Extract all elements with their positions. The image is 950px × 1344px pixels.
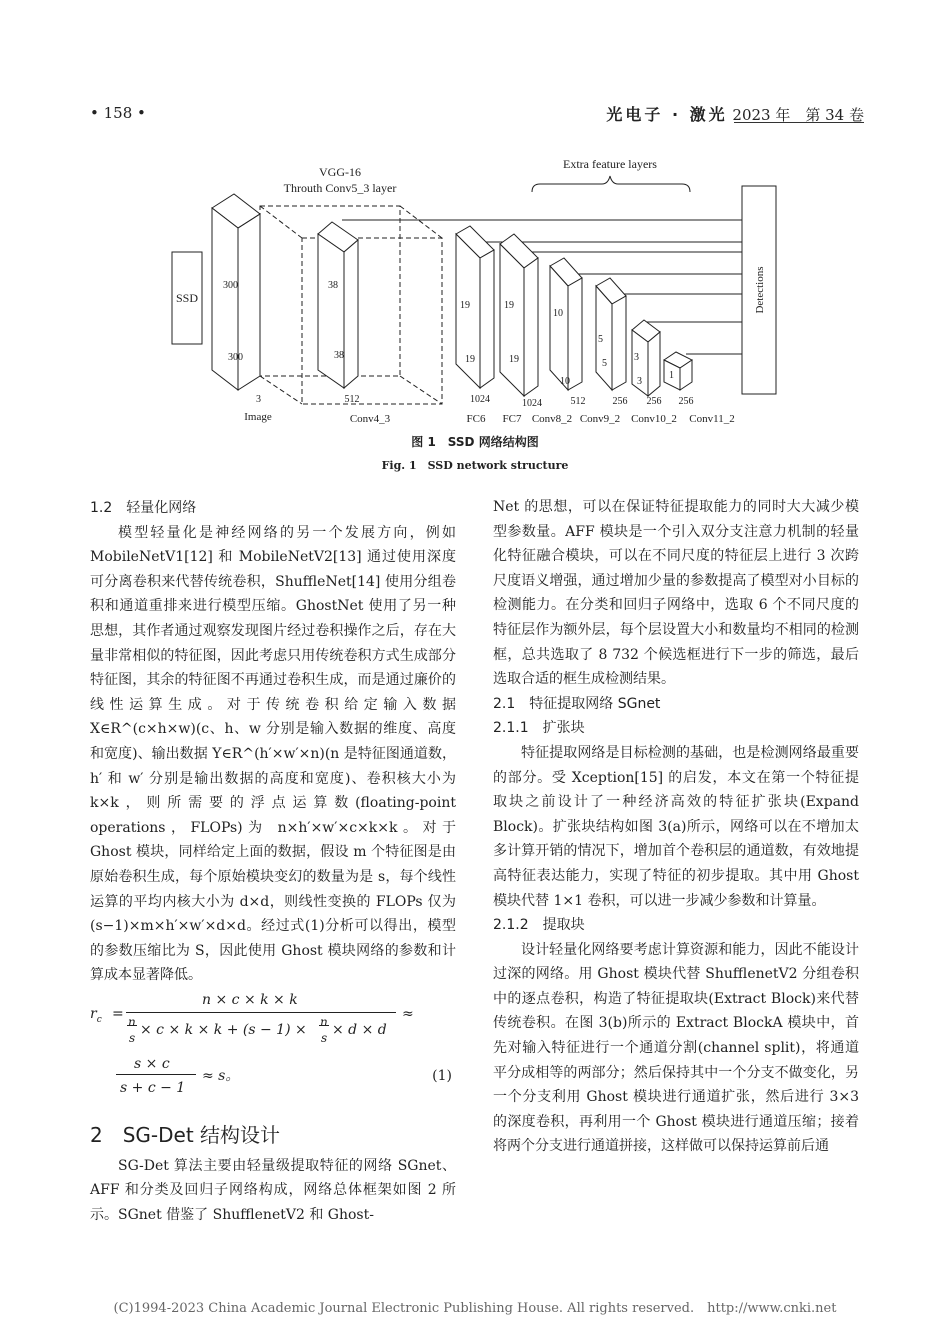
conv10-dim-3b: 3 [637,376,642,387]
paragraph-expand-block: 特征提取网络是目标检测的基础，也是检测网络最重要的部分。受 Xception[15] 的启发，本文在第一个特征提取块之前设计了一种经济高效的特征扩张块(Expand Block)。扩张块结构如图 3(a)所示，网络可以在不增加太多计算开销的情况下，增加首个卷积层的通道数，有效地提高特征表达能力，实现了特征的初步提取。其中用 Ghost 模块代替 1×1 卷积，可以进一步减少参数和计算量。 [493,744,859,909]
vgg-subtitle: Throuth Conv5_3 layer [283,181,397,195]
conv11-dim-256: 256 [678,396,694,407]
detection-connectors [342,220,742,354]
conv10-dim-3a: 3 [634,352,639,363]
paragraph-sgdet-structure: SG-Det 算法主要由轻量级提取特征的网络 SGnet、AFF 和分类及回归子网络构成，网络总体框架如图 2 所示。SGnet 借鉴了 ShufflenetV2 和 Ghost- [90,1157,456,1224]
image-label: Image [244,411,272,423]
extra-layers-label: Extra feature layers [563,157,657,171]
eq-tail: ≈ s。 [202,1067,240,1084]
eq-n2-over: n [320,1014,328,1029]
fc6-dim-19a: 19 [460,300,470,311]
conv4-dim-512: 512 [344,394,360,405]
vgg-title: VGG-16 [319,165,361,179]
conv9-dim-256: 256 [612,396,628,407]
eq-number: (1) [432,1067,452,1084]
eq-s2-under: s [321,1030,328,1045]
journal-name: 光电子 · 激光 [606,105,728,124]
conv4-3-layer [318,222,391,425]
figure-caption-cn: 图 1 SSD 网络结构图 [411,435,539,449]
paragraph-sgnet-continued: Net 的思想，可以在保证特征提取能力的同时大大减少模型参数量。AFF 模块是一个引入双分支注意力机制的轻量化特征融合模块，可以在不同尺度的特征层上进行 3 次跨尺度语义增强，通过增加少量的参数提高了模型对小目标的检测能力。在分类和回归子网络中，选取 6 个不同尺度的特征层作为额外层，每个层设置大小和数量均不相同的检测框，总共选取了 8 732 个候选框进行下一步的筛选，最后选取合适的框生成检测结果。 [493,499,859,688]
eq-rc: $r_c$ [90,1005,102,1025]
image-layer [212,194,272,423]
eq-numerator-2: s × c [134,1055,170,1072]
section-2-1-heading: 2.1 特征提取网络 SGnet [493,695,661,712]
conv4-dim-38b: 38 [334,350,344,361]
page-number: • 158 • [90,104,146,122]
fc7-dim-1024: 1024 [522,398,542,409]
fc6-label: FC6 [466,413,486,425]
section-2-1-2-heading: 2.1.2 提取块 [493,917,585,934]
fc7-dim-19b: 19 [509,354,519,365]
eq-denominator-2: s + c − 1 [120,1079,186,1096]
fc6-layer [456,226,494,425]
conv9-dim-5a: 5 [598,334,603,345]
conv9-2-layer [580,278,628,425]
fc7-dim-19a: 19 [504,300,514,311]
paragraph-lightweight-network: 模型轻量化是神经网络的另一个发展方向，例如 MobileNetV1[12] 和 MobileNetV2[13] 通过使用深度可分离卷积来代替传统卷积，ShuffleNet[14] 使用分组卷积和通道重排来进行模型压缩。GhostNet 使用了另一种思想，其作者通过观察发现图片经过卷积操作之后，存在大量非常相似的特征图，因此考虑只用传统卷积方式生成部分特征图，其余的特征图不再通过卷积生成，而是通过廉价的线性运算生成。对于传统卷积给定输入数据 X∈R^(c×h×w)(c、h、w 分别是输入数据的维度、高度和宽度)、输出数据 Y∈R^(h′×w′×n)(n 是特征图通道数，h′ 和 w′ 分别是输出数据的高度和宽度)、卷积核大小为 k×k，则所需要的浮点运算数(floating-point operations，FLOPs)为 n×h′×w′×c×k×k。对于 Ghost 模块，同样给定上面的数据，假设 m 个特征图是由原始卷积生成，每个原始模块变幻的数量为是 s，每个线性运算的平均内核大小为 d×d，则线性变换的 FLOPs 仅为(s−1)×m×h′×w′×d×d。经过式(1)分析可以得出，模型的参数压缩比为 S，因此使用 Ghost 模块网络的参数和计算成本显著降低。 [90,524,456,984]
conv8-dim-512: 512 [570,396,586,407]
year-volume: 2023 年 第 34 卷 [732,106,864,124]
paragraph-extract-block: 设计轻量化网络要考虑计算资源和能力，因此不能设计过深的网络。用 Ghost 模块代替 ShufflenetV2 分组卷积中的逐点卷积，构造了特征提取块(Extract Block)来代替传统卷积。在图 3(b)所示的 Extract BlockA 模块中，首先对输入特征进行一个通道分割(channel split)，将通道平分成相等的两部分；然后保持其中一个分支不做变化，另一个分支利用 Ghost 模块进行通道扩张，然后进行 3×3 的深度卷积，再利用一个 Ghost 模块进行通道压缩；接着将两个分支进行通道拼接，这样做可以保持运算前后通 [493,941,859,1155]
fc7-layer [500,234,542,425]
conv10-dim-256: 256 [646,396,662,407]
figure-caption-en: Fig. 1 SSD network structure [381,459,569,472]
fc7-label: FC7 [502,413,522,425]
extra-layers-brace [532,176,690,192]
eq-n-over: n [128,1014,136,1029]
conv8-label: Conv8_2 [531,413,573,425]
ssd-label: SSD [175,291,199,305]
conv9-label: Conv9_2 [579,413,621,425]
eq-fraction-bar-1 [126,1012,396,1013]
image-dim-300a: 300 [223,280,238,291]
eq-s-under: s [129,1030,136,1045]
fc6-dim-19b: 19 [465,354,475,365]
conv4-label: Conv4_3 [349,413,391,425]
left-column [90,496,456,1228]
image-dim-3: 3 [256,394,261,405]
conv8-dim-10a: 10 [553,308,563,319]
conv11-label: Conv11_2 [689,413,735,425]
conv11-dim-1: 1 [669,370,674,381]
fc6-dim-1024: 1024 [470,394,490,405]
section-2-heading: 2 SG-Det 结构设计 [90,1122,281,1147]
eq-fraction-bar-2 [116,1074,196,1075]
conv10-label: Conv10_2 [631,413,677,425]
copyright-footer: (C)1994-2023 China Academic Journal Electronic Publishing House. All rights reserved. http://www.cnki.net [113,1301,837,1316]
conv9-dim-5b: 5 [602,358,607,369]
conv8-dim-10b: 10 [560,376,570,387]
equation-1 [90,988,456,1110]
eq-equals: = [112,1005,124,1022]
eq-approx-1: ≈ [402,1005,414,1022]
eq-numerator-1: n × c × k × k [202,991,298,1008]
eq-denominator-1b: × d × d [332,1021,387,1038]
right-column [493,495,859,1159]
section-2-1-1-heading: 2.1.1 扩张块 [493,720,585,737]
detections-label: Detections [754,266,766,314]
section-1-2-heading: 1.2 轻量化网络 [90,500,197,516]
image-dim-300b: 300 [228,352,243,363]
eq-denominator-1: × c × k × k + (s − 1) × [140,1021,307,1038]
conv4-dim-38a: 38 [328,280,338,291]
header-rule [734,122,864,123]
ssd-network-figure [160,150,780,430]
